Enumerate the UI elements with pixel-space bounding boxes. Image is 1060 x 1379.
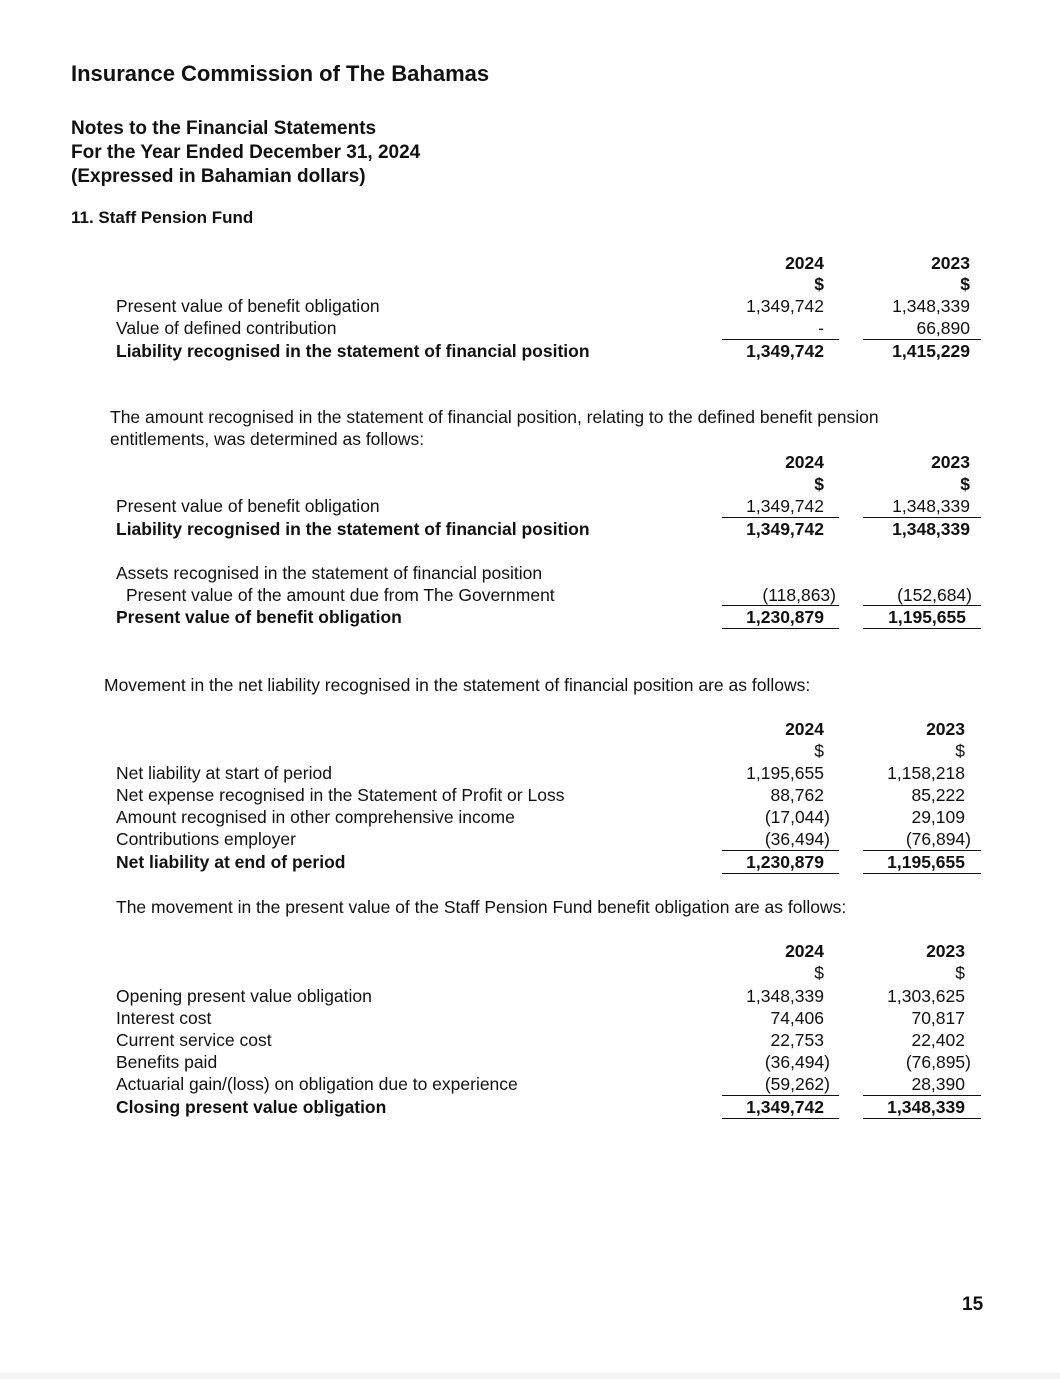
table-cell-2023: 1,195,655	[888, 607, 966, 627]
table-cell-2023: (152,684)	[897, 585, 972, 605]
paragraph-line: entitlements, was determined as follows:	[110, 429, 425, 449]
table-row-label: Value of defined contribution	[116, 318, 337, 338]
table-cell-2024: 1,349,742	[746, 496, 824, 516]
subtotal-rule	[863, 517, 981, 518]
notes-title: Notes to the Financial Statements	[71, 118, 377, 139]
table-row-label: Present value of benefit obligation	[116, 496, 380, 516]
table-row-label: Present value of benefit obligation	[116, 296, 380, 316]
table-cell-2023: 66,890	[916, 318, 970, 338]
total-rule	[863, 628, 981, 629]
subtotal-rule	[863, 1095, 981, 1096]
currency-note: (Expressed in Bahamian dollars)	[71, 166, 366, 187]
table-cell-2023: 1,303,625	[887, 986, 965, 1006]
table-cell-2023: 1,195,655	[887, 852, 965, 872]
table-row-label: Benefits paid	[116, 1052, 218, 1072]
table-cell-2023: 1,348,339	[892, 496, 970, 516]
table-row-label: Interest cost	[116, 1008, 212, 1028]
paragraph-line: Movement in the net liability recognised in the statement of financial position are as follows:	[104, 675, 811, 695]
period-title: For the Year Ended December 31, 2024	[71, 142, 421, 163]
subtotal-rule	[863, 339, 981, 340]
currency-label-2023: $	[960, 274, 970, 294]
table-cell-2024: (118,863)	[762, 585, 836, 605]
table-row-label: Liability recognised in the statement of financial position	[116, 519, 590, 539]
total-rule	[863, 1118, 981, 1119]
table-row-label: Actuarial gain/(loss) on obligation due to experience	[116, 1074, 518, 1094]
table-cell-2023: 29,109	[911, 807, 965, 827]
total-rule	[722, 628, 839, 629]
col-header-2024: 2024	[785, 941, 824, 961]
paragraph-line: The amount recognised in the statement of financial position, relating to the defined benefit pension	[110, 407, 879, 427]
table-cell-2024: 22,753	[770, 1030, 824, 1050]
table-cell-2024: 1,349,742	[746, 519, 824, 539]
col-header-2023: 2023	[931, 452, 970, 472]
paragraph-line: The movement in the present value of the Staff Pension Fund benefit obligation are as follows:	[116, 897, 847, 917]
table-cell-2023: (76,894)	[905, 829, 971, 849]
table-cell-2024: 1,349,742	[746, 341, 824, 361]
subtotal-rule	[863, 605, 981, 606]
table-cell-2023: 1,348,339	[892, 519, 970, 539]
table-row-label: Net expense recognised in the Statement of Profit or Loss	[116, 785, 565, 805]
currency-label-2024: $	[814, 474, 824, 494]
section-title: 11. Staff Pension Fund	[71, 208, 254, 227]
total-rule	[722, 873, 839, 874]
table-cell-2023: 28,390	[911, 1074, 965, 1094]
table-cell-2023: 1,348,339	[892, 296, 970, 316]
currency-label-2024: $	[814, 274, 824, 294]
table-cell-2023: 1,348,339	[887, 1097, 965, 1117]
table-cell-2024: (36,494)	[764, 829, 830, 849]
table-cell-2024: (59,262)	[764, 1074, 830, 1094]
table-row-label: Present value of benefit obligation	[116, 607, 402, 627]
subtotal-rule	[863, 850, 981, 851]
currency-label-2024: $	[814, 963, 824, 983]
page-number: 15	[962, 1294, 984, 1315]
col-header-2024: 2024	[785, 253, 824, 273]
table-row-label: Amount recognised in other comprehensive income	[116, 807, 515, 827]
table-cell-2024: 1,230,879	[746, 852, 824, 872]
col-header-2023: 2023	[931, 253, 970, 273]
table-cell-2023: 85,222	[911, 785, 965, 805]
table-cell-2023: 1,158,218	[887, 763, 965, 783]
table-row-label: Opening present value obligation	[116, 986, 372, 1006]
table-cell-2024: 1,230,879	[746, 607, 824, 627]
subtotal-rule	[722, 605, 839, 606]
table-cell-2024: (36,494)	[764, 1052, 830, 1072]
col-header-2024: 2024	[785, 719, 824, 739]
currency-label-2024: $	[814, 741, 824, 761]
table-row-label: Current service cost	[116, 1030, 272, 1050]
table-cell-2024: 1,348,339	[746, 986, 824, 1006]
table-cell-2024: 1,349,742	[746, 1097, 824, 1117]
table-row-label: Present value of the amount due from The Government	[126, 585, 555, 605]
table-cell-2023: 70,817	[911, 1008, 965, 1028]
col-header-2023: 2023	[926, 719, 965, 739]
total-rule	[722, 1118, 839, 1119]
currency-label-2023: $	[955, 963, 965, 983]
table-cell-2024: 1,349,742	[746, 296, 824, 316]
org-title: Insurance Commission of The Bahamas	[71, 61, 490, 86]
table-cell-2023: 22,402	[911, 1030, 965, 1050]
subtotal-rule	[722, 1095, 839, 1096]
col-header-2023: 2023	[926, 941, 965, 961]
col-header-2024: 2024	[785, 452, 824, 472]
table-cell-2024: 88,762	[770, 785, 824, 805]
currency-label-2023: $	[955, 741, 965, 761]
table-row-label: Contributions employer	[116, 829, 296, 849]
table-cell-2023: (76,895)	[905, 1052, 971, 1072]
page-bottom-edge	[0, 1373, 1060, 1379]
table-row-label: Closing present value obligation	[116, 1097, 387, 1117]
table-row-label: Net liability at start of period	[116, 763, 332, 783]
table-cell-2023: 1,415,229	[892, 341, 970, 361]
table-cell-2024: 74,406	[770, 1008, 824, 1028]
table-cell-2024: 1,195,655	[746, 763, 824, 783]
table-cell-2024: -	[818, 318, 824, 338]
table-row-label: Net liability at end of period	[116, 852, 346, 872]
subtotal-rule	[722, 850, 839, 851]
table-row-label: Liability recognised in the statement of financial position	[116, 341, 590, 361]
subtotal-rule	[722, 517, 839, 518]
subtotal-rule	[722, 339, 839, 340]
table-heading: Assets recognised in the statement of financial position	[116, 563, 543, 583]
currency-label-2023: $	[960, 474, 970, 494]
total-rule	[863, 873, 981, 874]
table-cell-2024: (17,044)	[764, 807, 830, 827]
